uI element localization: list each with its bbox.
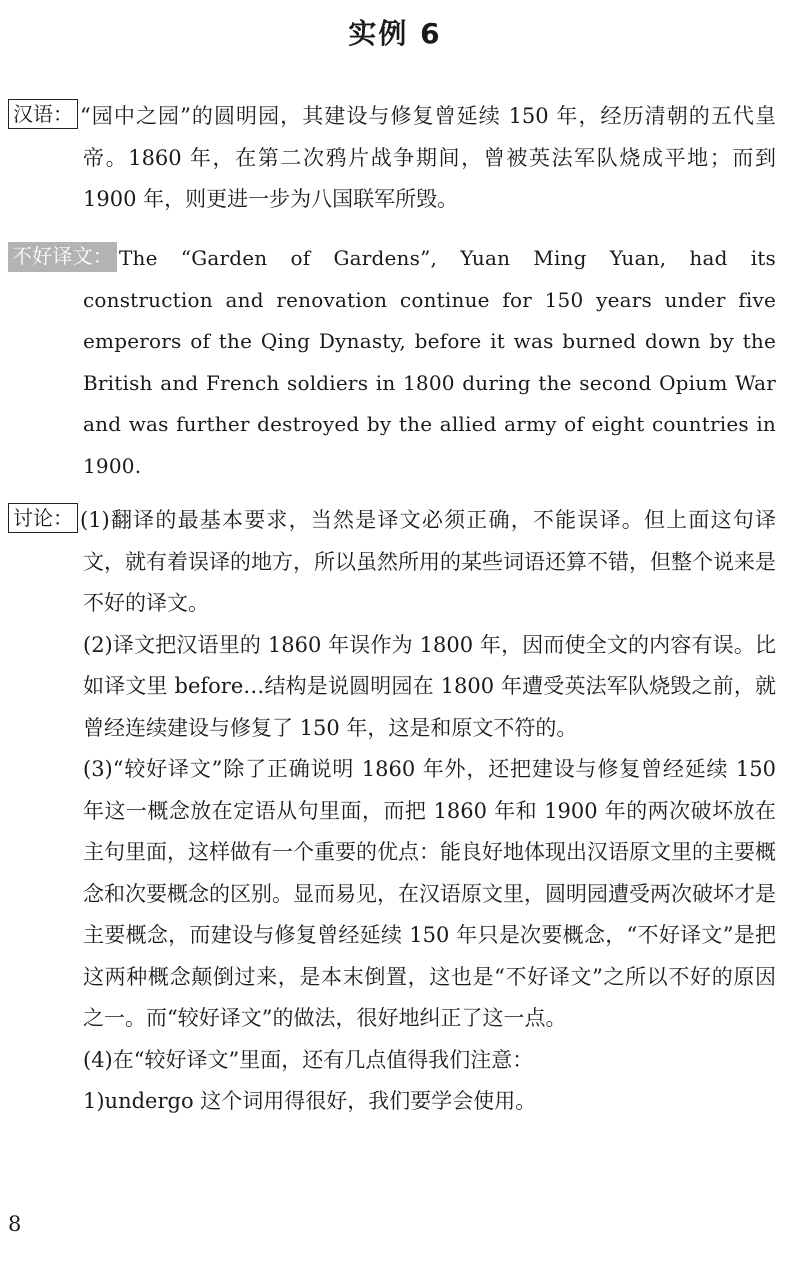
discussion-point-4: (4)在“较好译文”里面，还有几点值得我们注意： <box>83 1047 534 1072</box>
chinese-source-section <box>8 96 776 221</box>
discussion-point-3: (3)“较好译文”除了正确说明 1860 年外，还把建设与修复曾经延续 150 年这一概念放在定语从句里面，而把 1860 年和 1900 年的两次破坏放在主句里面，这样做有一个重要的优点：能良好地体现出汉语原文里的主要概念和次要概念的区别。显而易见，在汉语原文里，圆明园遭受两次破坏才是主要概念，而建设与修复曾经延续 150 年只是次要概念，“不好译文”是把这两种概念颠倒过来，是本末倒置，这也是“不好译文”之所以不好的原因之一。而“较好译文”的做法，很好地纠正了这一点。 <box>83 757 776 1030</box>
discussion-point-2: (2)译文把汉语里的 1860 年误作为 1800 年，因而使全文的内容有误。比如译文里 before…结构是说圆明园在 1800 年遭受英法军队烧毁之前，就曾经连续建设与修复了 150 年，这是和原文不符的。 <box>83 632 776 740</box>
chinese-source-paragraph <box>8 96 776 221</box>
chinese-source-text: “园中之园”的圆明园，其建设与修复曾延续 150 年，经历清朝的五代皇帝。1860 年，在第二次鸦片战争期间，曾被英法军队烧成平地；而到 1900 年，则更进一步为八国联军所毁。 <box>80 104 776 211</box>
discussion-point-1 <box>8 500 776 625</box>
discussion-label: 讨论： <box>8 503 78 533</box>
chinese-label: 汉语： <box>8 99 78 129</box>
page-title: 实例 6 <box>348 17 442 50</box>
bad-translation-paragraph <box>8 238 776 487</box>
discussion-section <box>8 500 776 1123</box>
bad-translation-text: The “Garden of Gardens”, Yuan Ming Yuan, had its construction and renovation continue for 150 years under five emperors of the Qing Dynasty, before it was burned down by the British and French soldiers in 1800 during the second Opium War and was further destroyed by the allied army of eight countries in 1900. <box>83 246 776 478</box>
discussion-point-1-text: (1)翻译的最基本要求，当然是译文必须正确，不能误译。但上面这句译文，就有着误译的地方，所以虽然所用的某些词语还算不错，但整个说来是不好的译文。 <box>80 508 776 615</box>
discussion-point-5: 1)undergo 这个词用得很好，我们要学会使用。 <box>83 1089 537 1113</box>
bad-translation-label: 不好译文： <box>8 242 117 272</box>
page-number: 8 <box>8 1212 22 1236</box>
bad-translation-section <box>8 238 776 487</box>
